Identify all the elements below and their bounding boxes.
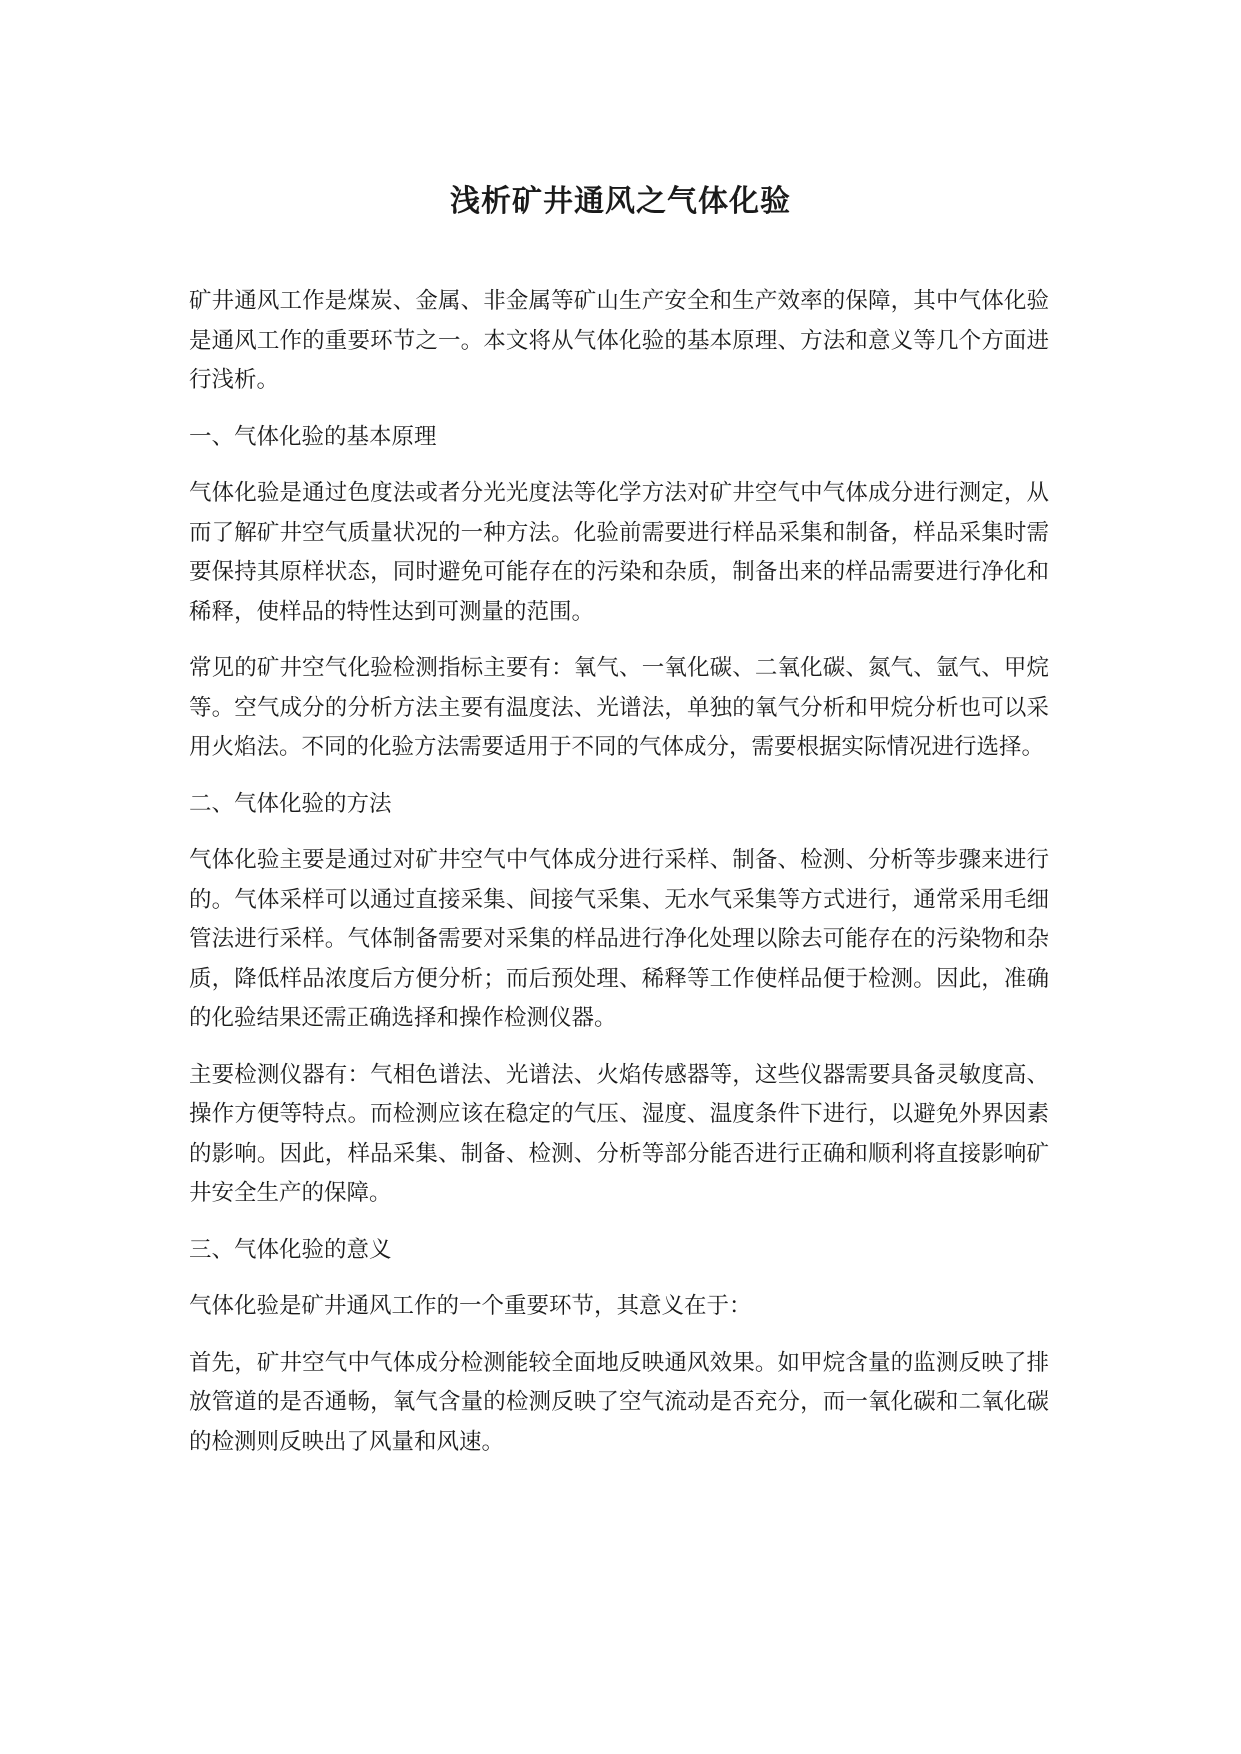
- significance-paragraph-1: 气体化验是矿井通风工作的一个重要环节，其意义在于：: [189, 1293, 752, 1319]
- document-title: 浅析矿井通风之气体化验: [450, 184, 791, 219]
- intro-paragraph: 矿井通风工作是煤炭、金属、非金属等矿山生产安全和生产效率的保障，其中气体化验是通风工作的重要环节之一。本文将从气体化验的基本原理、方法和意义等几个方面进行浅析。: [189, 288, 1049, 393]
- section-heading-principle: 一、气体化验的基本原理: [189, 423, 437, 450]
- document-body: [189, 282, 1049, 1479]
- principle-paragraph-2: 常见的矿井空气化验检测指标主要有：氧气、一氧化碳、二氧化碳、氮气、氩气、甲烷等。空气成分的分析方法主要有温度法、光谱法，单独的氧气分析和甲烷分析也可以采用火焰法。不同的化验方法需要适用于不同的气体成分，需要根据实际情况进行选择。: [189, 655, 1049, 760]
- significance-paragraph-2: 首先，矿井空气中气体成分检测能较全面地反映通风效果。如甲烷含量的监测反映了排放管道的是否通畅，氧气含量的检测反映了空气流动是否充分，而一氧化碳和二氧化碳的检测则反映出了风量和风速。: [189, 1349, 1049, 1455]
- section-heading-method: 二、气体化验的方法: [189, 790, 392, 817]
- section-heading-significance: 三、气体化验的意义: [189, 1236, 392, 1263]
- method-paragraph-2: 主要检测仪器有：气相色谱法、光谱法、火焰传感器等，这些仪器需要具备灵敏度高、操作方便等特点。而检测应该在稳定的气压、湿度、温度条件下进行，以避免外界因素的影响。因此，样品采集、制备、检测、分析等部分能否进行正确和顺利将直接影响矿井安全生产的保障。: [189, 1061, 1049, 1206]
- principle-paragraph-1: 气体化验是通过色度法或者分光光度法等化学方法对矿井空气中气体成分进行测定，从而了解矿井空气质量状况的一种方法。化验前需要进行样品采集和制备，样品采集时需要保持其原样状态，同时避免可能存在的污染和杂质，制备出来的样品需要进行净化和稀释，使样品的特性达到可测量的范围。: [189, 480, 1049, 625]
- method-paragraph-1: 气体化验主要是通过对矿井空气中气体成分进行采样、制备、检测、分析等步骤来进行的。气体采样可以通过直接采集、间接气采集、无水气采集等方式进行，通常采用毛细管法进行采样。气体制备需要对采集的样品进行净化处理以除去可能存在的污染物和杂质，降低样品浓度后方便分析；而后预处理、稀释等工作使样品便于检测。因此，准确的化验结果还需正确选择和操作检测仪器。: [189, 847, 1049, 1031]
